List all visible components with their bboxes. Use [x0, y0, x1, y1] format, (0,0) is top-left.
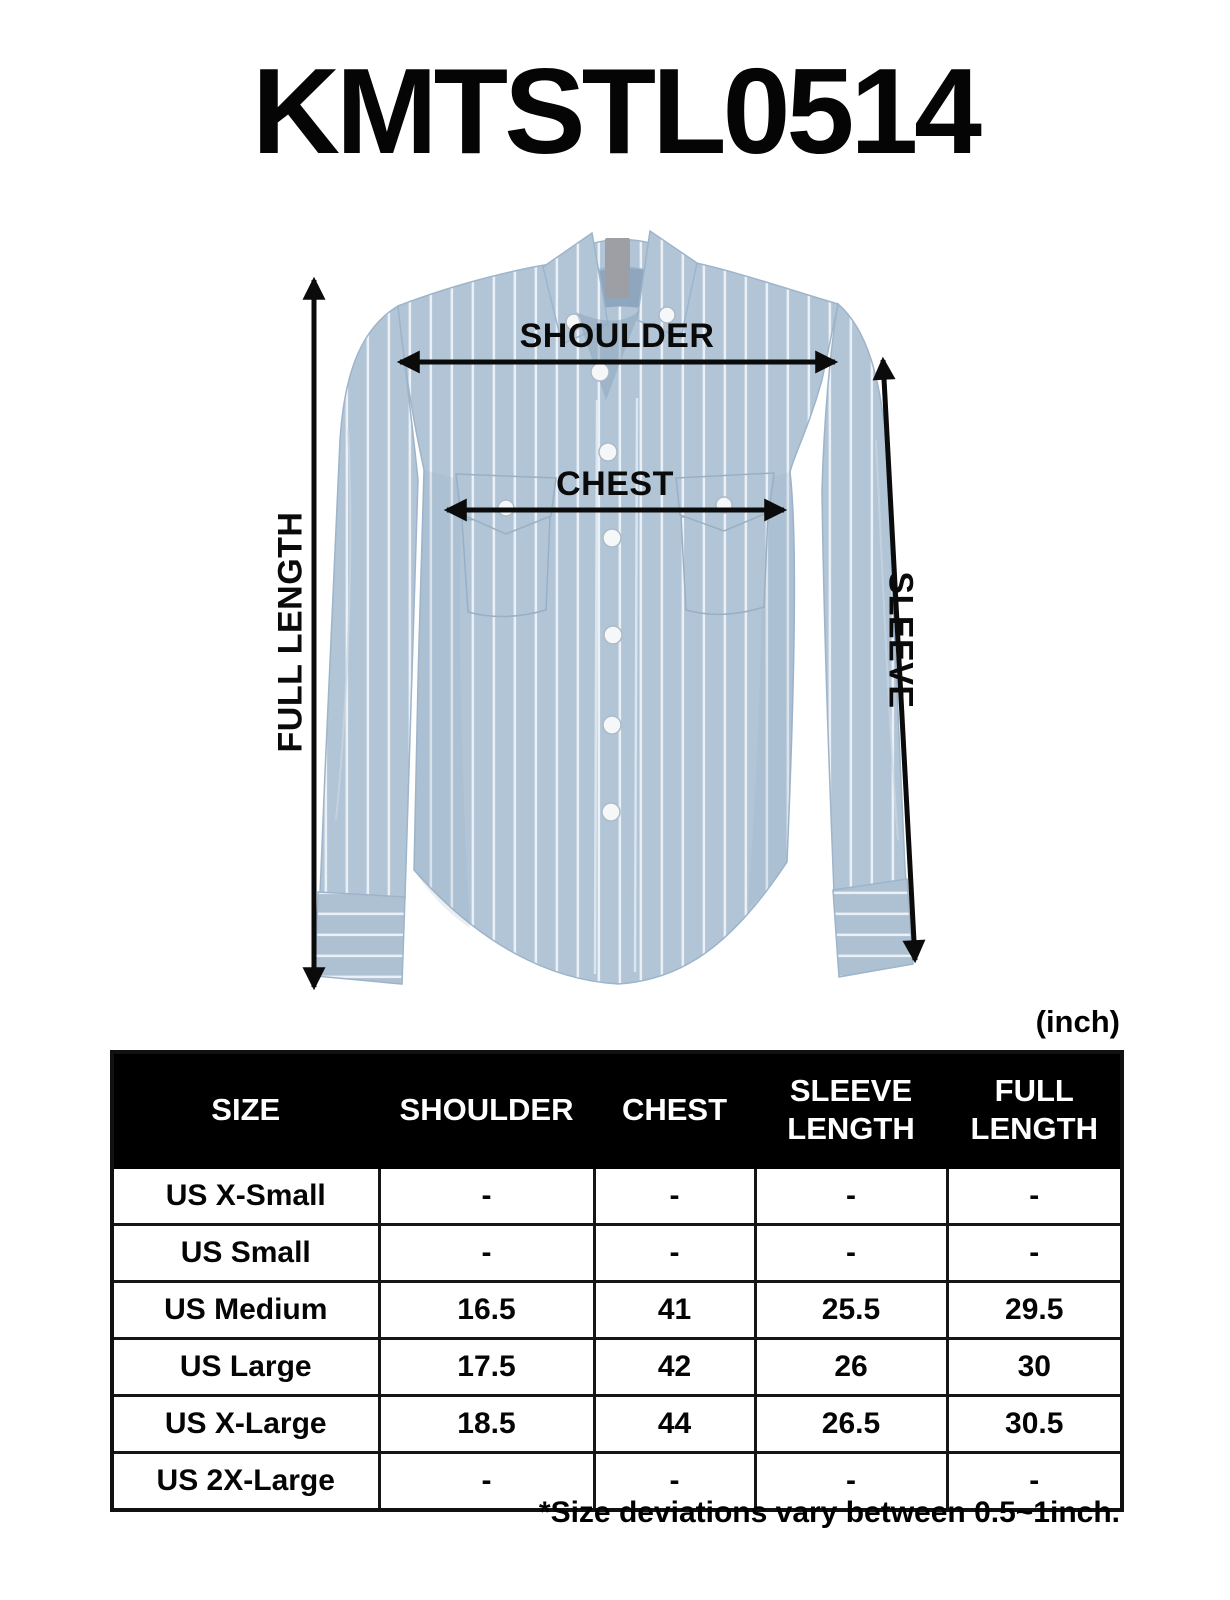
value-cell: - [755, 1453, 947, 1511]
value-cell: 41 [594, 1282, 755, 1339]
shirt-left-cuff [315, 892, 405, 984]
column-header-full-length: FULL LENGTH [947, 1052, 1122, 1168]
value-cell: 29.5 [947, 1282, 1122, 1339]
collar-tag [605, 238, 630, 298]
value-cell: 30.5 [947, 1396, 1122, 1453]
value-cell: - [379, 1225, 594, 1282]
unit-label: (inch) [1035, 1004, 1120, 1039]
value-cell: 44 [594, 1396, 755, 1453]
header-row [112, 1052, 1122, 1168]
value-cell: 17.5 [379, 1339, 594, 1396]
value-cell: 26 [755, 1339, 947, 1396]
value-cell: - [947, 1225, 1122, 1282]
size-cell: US X-Large [112, 1396, 379, 1453]
table-row-us-small [112, 1225, 1122, 1282]
column-header-sleeve-length: SLEEVE LENGTH [755, 1052, 947, 1168]
value-cell: 30 [947, 1339, 1122, 1396]
shirt-right-cuff [833, 879, 913, 977]
left-chest-pocket [456, 474, 556, 617]
table-row-us-x-small [112, 1168, 1122, 1225]
table-row-us-x-large [112, 1396, 1122, 1453]
value-cell: 18.5 [379, 1396, 594, 1453]
table-row-us-medium [112, 1282, 1122, 1339]
value-cell: - [594, 1453, 755, 1511]
size-table [110, 1050, 1124, 1512]
value-cell: - [947, 1453, 1122, 1511]
value-cell: - [594, 1168, 755, 1225]
size-cell: US X-Small [112, 1168, 379, 1225]
value-cell: - [379, 1453, 594, 1511]
full-length-measure-label: FULL LENGTH [271, 511, 310, 753]
table-row-us-large [112, 1339, 1122, 1396]
value-cell: - [947, 1168, 1122, 1225]
column-header-size: SIZE [112, 1052, 379, 1168]
size-cell: US Medium [112, 1282, 379, 1339]
value-cell: - [755, 1168, 947, 1225]
value-cell: - [755, 1225, 947, 1282]
chest-measure-label: CHEST [556, 465, 674, 503]
sleeve-measure-label: SLEEVE [881, 571, 920, 709]
value-cell: 26.5 [755, 1396, 947, 1453]
shoulder-measure-label: SHOULDER [519, 317, 715, 355]
column-header-chest: CHEST [594, 1052, 755, 1168]
value-cell: 25.5 [755, 1282, 947, 1339]
value-cell: 42 [594, 1339, 755, 1396]
shirt-left-sleeve [320, 306, 418, 898]
right-chest-pocket [676, 473, 774, 614]
page-title: KMTSTL0514 [251, 43, 979, 179]
size-cell: US Small [112, 1225, 379, 1282]
size-deviation-note: *Size deviations vary between 0.5~1inch. [538, 1496, 1120, 1529]
size-cell: US Large [112, 1339, 379, 1396]
value-cell: - [379, 1168, 594, 1225]
value-cell: 16.5 [379, 1282, 594, 1339]
column-header-shoulder: SHOULDER [379, 1052, 594, 1168]
size-cell: US 2X-Large [112, 1453, 379, 1511]
value-cell: - [594, 1225, 755, 1282]
